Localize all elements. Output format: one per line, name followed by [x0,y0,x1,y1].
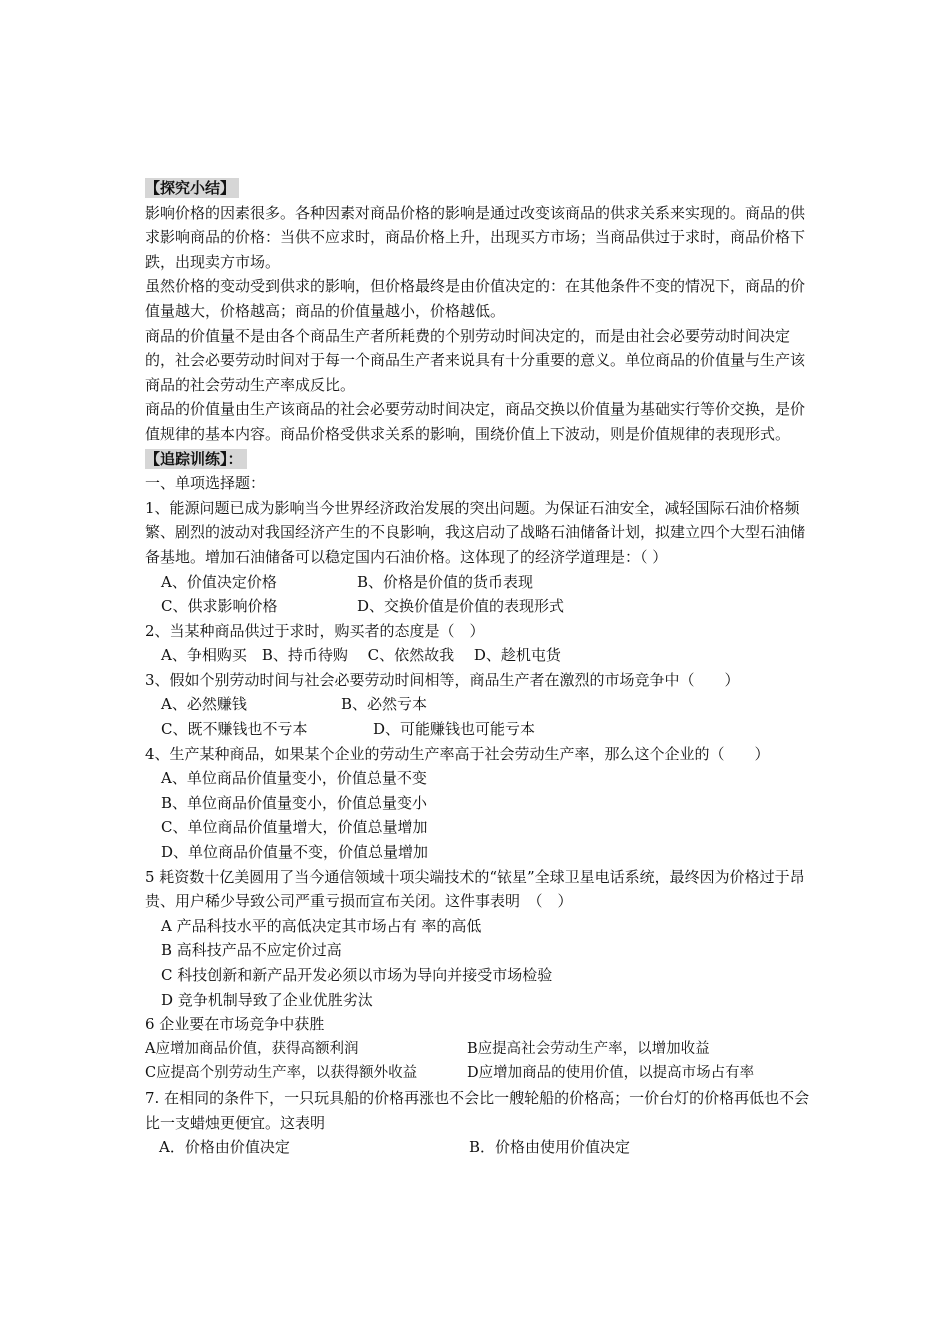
question-2-options: A、争相购买 B、持币待购 C、依然故我 D、趁机屯货 [161,646,561,665]
question-3-options-row [145,692,817,717]
summary-paragraph: 影响价格的因素很多。各种因素对商品价格的影响是通过改变该商品的供求关系来实现的。商品的供求影响商品的价格：当供不应求时，商品价格上升，出现买方市场；当商品供过于求时，商品价格下跌，出现卖方市场。 [145,203,806,271]
question-5-stem: 5 耗资数十亿美圆用了当今通信领域十项尖端技术的“铱星”全球卫星电话系统，最终因为价格过于昂贵、用户稀少导致公司严重亏损而宣布关闭。这件事表明 （ ） [145,867,805,911]
training-heading: 【追踪训练】： [145,449,247,469]
option-a: A应增加商品价值，获得高额利润 [145,1040,359,1057]
option-b: B、必然亏本 [341,695,428,714]
option-b: B、价格是价值的货币表现 [357,572,534,591]
summary-paragraph: 商品的价值量不是由各个商品生产者所耗费的个别劳动时间决定的，而是由社会必要劳动时间决定的，社会必要劳动时间对于每一个商品生产者来说具有十分重要的意义。单位商品的价值量与生产该商品的社会劳动生产率成反比。 [145,326,806,394]
question-6-options-row [145,1061,817,1086]
option-b: B、单位商品价值量变小，价值总量变小 [161,793,428,812]
question-7-options-row [145,1135,817,1160]
option-a: A．价格由价值决定 [159,1138,290,1157]
question-3-options-row [145,717,817,742]
option-d: D应增加商品的使用价值，以提高市场占有率 [467,1065,755,1082]
question-1-stem: 1、能源问题已成为影响当今世界经济政治发展的突出问题。为保证石油安全，减轻国际石油价格频繁、剧烈的波动对我国经济产生的不良影响，我这启动了战略石油储备计划，拟建立四个大型石油储备基地。增加石油储备可以稳定国内石油价格。这体现了的经济学道理是：（ ） [145,498,806,566]
option-d: D、单位商品价值量不变，价值总量增加 [161,843,429,862]
option-d: D、交换价值是价值的表现形式 [357,597,565,616]
option-c: C、供求影响价格 [161,597,278,616]
document-page [145,176,817,1160]
option-c: C、单位商品价值量增大，价值总量增加 [161,818,428,837]
question-1-options-row [145,594,817,619]
section-title: 一、单项选择题： [145,474,266,493]
option-b: B．价格由使用价值决定 [469,1138,631,1157]
option-d: D 竞争机制导致了企业优胜劣汰 [161,990,373,1009]
option-c: C应提高个别劳动生产率，以获得额外收益 [145,1065,418,1082]
option-c: C 科技创新和新产品开发必须以市场为导向并接受市场检验 [161,966,553,984]
question-6-stem: 6 企业要在市场竞争中获胜 [145,1015,325,1034]
question-4-stem: 4、生产某种商品，如果某个企业的劳动生产率高于社会劳动生产率，那么这个企业的（ ） [145,744,770,763]
question-2-stem: 2、当某种商品供过于求时，购买者的态度是（ ） [145,621,485,640]
option-b: B 高科技产品不应定价过高 [161,941,342,960]
option-d: D、可能赚钱也可能亏本 [373,720,536,739]
option-a: A、单位商品价值量变小，价值总量不变 [161,769,427,788]
summary-paragraph: 虽然价格的变动受到供求的影响，但价格最终是由价值决定的：在其他条件不变的情况下，商品的价值量越大，价格越高；商品的价值量越小，价格越低。 [145,277,806,320]
question-6-options-row [145,1037,817,1062]
option-a: A、价值决定价格 [161,572,277,591]
option-c: C、既不赚钱也不亏本 [161,720,308,739]
option-b: B应提高社会劳动生产率，以增加收益 [467,1040,710,1057]
summary-paragraph: 商品的价值量由生产该商品的社会必要劳动时间决定，商品交换以价值量为基础实行等价交换，是价值规律的基本内容。商品价格受供求关系的影响，围绕价值上下波动，则是价值规律的表现形式。 [145,400,806,443]
question-1-options-row [145,570,817,595]
option-a: A 产品科技水平的高低决定其市场占有 率的高低 [161,916,482,935]
summary-heading: 【探究小结】 [145,178,239,198]
question-3-stem: 3、假如个别劳动时间与社会必要劳动时间相等，商品生产者在激烈的市场竞争中（ ） [145,670,740,689]
question-7-stem: 7. 在相同的条件下，一只玩具船的价格再涨也不会比一艘轮船的价格高；一价台灯的价格再低也不会比一支蜡烛更便宜。这表明 [145,1088,810,1132]
option-a: A、必然赚钱 [161,695,247,714]
